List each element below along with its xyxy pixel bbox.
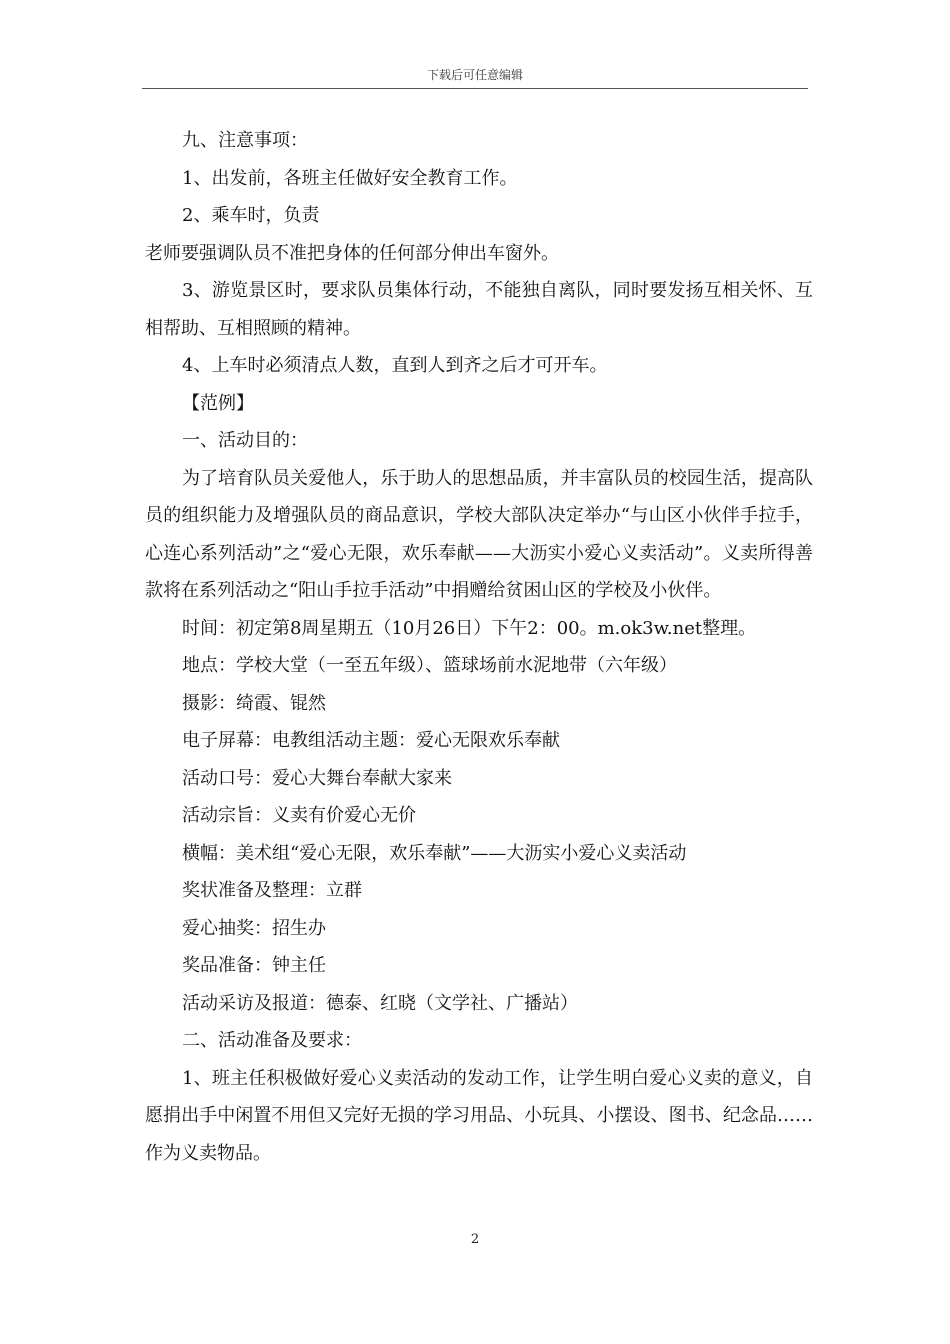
page-header: 下载后可任意编辑 <box>426 68 523 82</box>
paragraph: 1、出发前，各班主任做好安全教育工作。 <box>182 167 518 189</box>
paragraph: 奖品准备：钟主任 <box>182 955 326 976</box>
paragraph: 地点：学校大堂（一至五年级）、篮球场前水泥地带（六年级） <box>182 655 677 676</box>
paragraph: 爱心抽奖：招生办 <box>182 917 326 939</box>
paragraph: 1、班主任积极做好爱心义卖活动的发动工作，让学生明白爱心义卖的意义，自愿捐出手中闲置不用但又完好无损的学习用品、小玩具、小摆设、图书、纪念品……作为义卖物品。 <box>145 1067 813 1164</box>
paragraph: 【范例】 <box>182 392 254 414</box>
paragraph: 电子屏幕：电教组活动主题：爱心无限欢乐奉献 <box>182 730 560 751</box>
paragraph: 活动宗旨：义卖有价爱心无价 <box>182 805 416 826</box>
header-rule <box>142 88 808 89</box>
paragraph: 奖状准备及整理：立群 <box>182 880 362 901</box>
paragraph: 老师要强调队员不准把身体的任何部分伸出车窗外。 <box>145 242 559 264</box>
paragraph: 为了培育队员关爱他人，乐于助人的思想品质，并丰富队员的校园生活，提高队员的组织能力及增强队员的商品意识，学校大部队决定举办“与山区小伙伴手拉手，心连心系列活动”之“爱心无限，欢乐奉献——大沥实小爱心义卖活动”。义卖所得善款将在系列活动之“阳山手拉手活动”中捐赠给贫困山区的学校及小伙伴。 <box>145 467 813 601</box>
paragraph: 活动口号：爱心大舞台奉献大家来 <box>182 767 452 789</box>
paragraph: 3、游览景区时，要求队员集体行动，不能独自离队，同时要发扬互相关怀、互相帮助、互相照顾的精神。 <box>145 280 813 339</box>
page-number: 2 <box>470 1232 480 1247</box>
paragraph: 活动采访及报道：德泰、红晓（文学社、广播站） <box>182 992 578 1014</box>
paragraph: 2、乘车时，负责 <box>182 205 320 226</box>
paragraph: 时间：初定第8周星期五（10月26日）下午2：00。m.ok3w.net整理。 <box>182 617 757 639</box>
paragraph: 4、上车时必须清点人数，直到人到齐之后才可开车。 <box>182 355 608 376</box>
paragraph: 横幅：美术组“爱心无限，欢乐奉献”——大沥实小爱心义卖活动 <box>182 842 687 864</box>
paragraph: 二、活动准备及要求： <box>182 1030 362 1051</box>
document-body <box>145 122 813 1172</box>
paragraph: 九、注意事项： <box>182 130 308 151</box>
paragraph: 一、活动目的： <box>182 430 308 451</box>
paragraph: 摄影：绮霞、锟然 <box>182 692 326 714</box>
